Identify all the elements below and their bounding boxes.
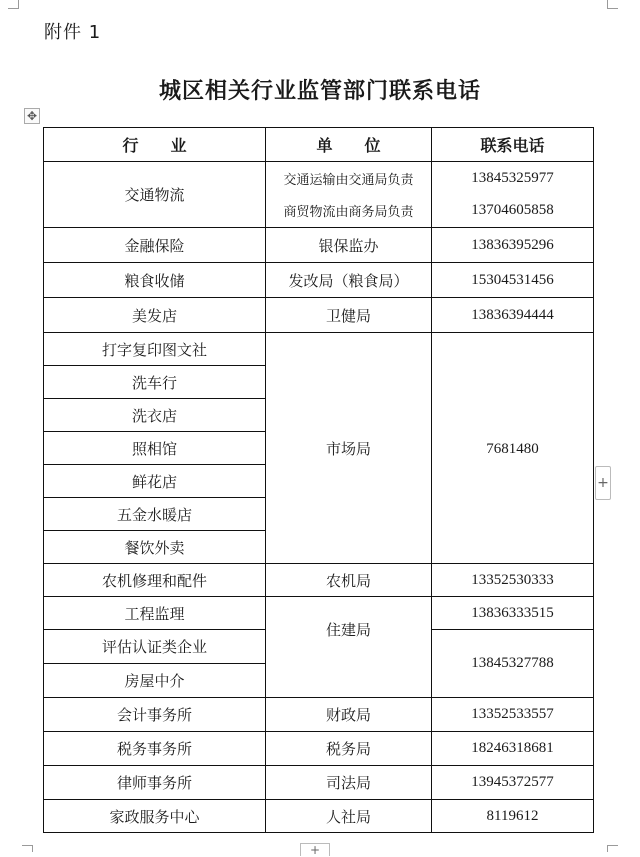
industry-cell: 家政服务中心 [44, 800, 266, 833]
page-corner-mark [22, 845, 33, 852]
contact-table [43, 127, 594, 833]
phone-cell: 13845327788 [432, 630, 594, 698]
unit-cell: 司法局 [266, 766, 432, 800]
phone-cell: 13945372577 [432, 766, 594, 800]
unit-cell: 农机局 [266, 564, 432, 597]
phone-cell: 15304531456 [432, 263, 594, 298]
phone-line: 13845325977 [471, 170, 554, 186]
phone-cell [432, 162, 594, 228]
table-header-row [44, 128, 594, 162]
phone-cell: 13836394444 [432, 298, 594, 333]
phone-cell: 13836395296 [432, 228, 594, 263]
attachment-label: 附件 1 [44, 22, 102, 43]
table-row [44, 298, 594, 333]
industry-cell: 洗衣店 [44, 399, 266, 432]
header-industry: 行 业 [44, 128, 266, 162]
table-row [44, 800, 594, 833]
phone-cell: 8119612 [432, 800, 594, 833]
unit-cell: 人社局 [266, 800, 432, 833]
unit-cell: 市场局 [266, 333, 432, 564]
table-row [44, 564, 594, 597]
table-row [44, 597, 594, 630]
page-corner-mark [8, 0, 19, 9]
industry-cell: 评估认证类企业 [44, 630, 266, 664]
industry-cell: 律师事务所 [44, 766, 266, 800]
table-move-handle-icon[interactable]: ✥ [24, 108, 40, 124]
unit-cell: 税务局 [266, 732, 432, 766]
industry-cell: 餐饮外卖 [44, 531, 266, 564]
unit-cell [266, 162, 432, 228]
table-row [44, 263, 594, 298]
page-corner-mark [607, 0, 618, 9]
add-column-plus-icon[interactable]: + [595, 466, 611, 500]
table-row [44, 228, 594, 263]
phone-cell: 13352533557 [432, 698, 594, 732]
table-row [44, 162, 594, 228]
industry-cell: 打字复印图文社 [44, 333, 266, 366]
industry-cell: 房屋中介 [44, 664, 266, 698]
unit-cell: 卫健局 [266, 298, 432, 333]
industry-cell: 鲜花店 [44, 465, 266, 498]
table-row [44, 766, 594, 800]
industry-cell: 会计事务所 [44, 698, 266, 732]
unit-cell: 发改局（粮食局） [266, 263, 432, 298]
industry-cell: 五金水暖店 [44, 498, 266, 531]
table-row [44, 732, 594, 766]
phone-cell: 13352530333 [432, 564, 594, 597]
industry-cell: 照相馆 [44, 432, 266, 465]
table-row [44, 333, 594, 366]
unit-cell: 住建局 [266, 597, 432, 698]
phone-cell: 13836333515 [432, 597, 594, 630]
page-title: 城区相关行业监管部门联系电话 [158, 79, 481, 104]
unit-cell: 银保监办 [266, 228, 432, 263]
industry-cell: 美发店 [44, 298, 266, 333]
industry-cell: 税务事务所 [44, 732, 266, 766]
phone-cell: 7681480 [432, 333, 594, 564]
industry-cell: 金融保险 [44, 228, 266, 263]
industry-cell: 工程监理 [44, 597, 266, 630]
table-row [44, 698, 594, 732]
unit-line: 商贸物流由商务局负责 [283, 205, 414, 220]
industry-cell: 粮食收储 [44, 263, 266, 298]
header-unit: 单 位 [266, 128, 432, 162]
phone-cell: 18246318681 [432, 732, 594, 766]
industry-cell: 洗车行 [44, 366, 266, 399]
industry-cell: 交通物流 [44, 162, 266, 228]
phone-line: 13704605858 [471, 202, 554, 218]
add-row-plus-icon[interactable]: + [300, 843, 330, 856]
industry-cell: 农机修理和配件 [44, 564, 266, 597]
unit-cell: 财政局 [266, 698, 432, 732]
page-corner-mark [607, 845, 618, 852]
unit-line: 交通运输由交通局负责 [283, 173, 414, 188]
header-phone: 联系电话 [432, 128, 594, 162]
